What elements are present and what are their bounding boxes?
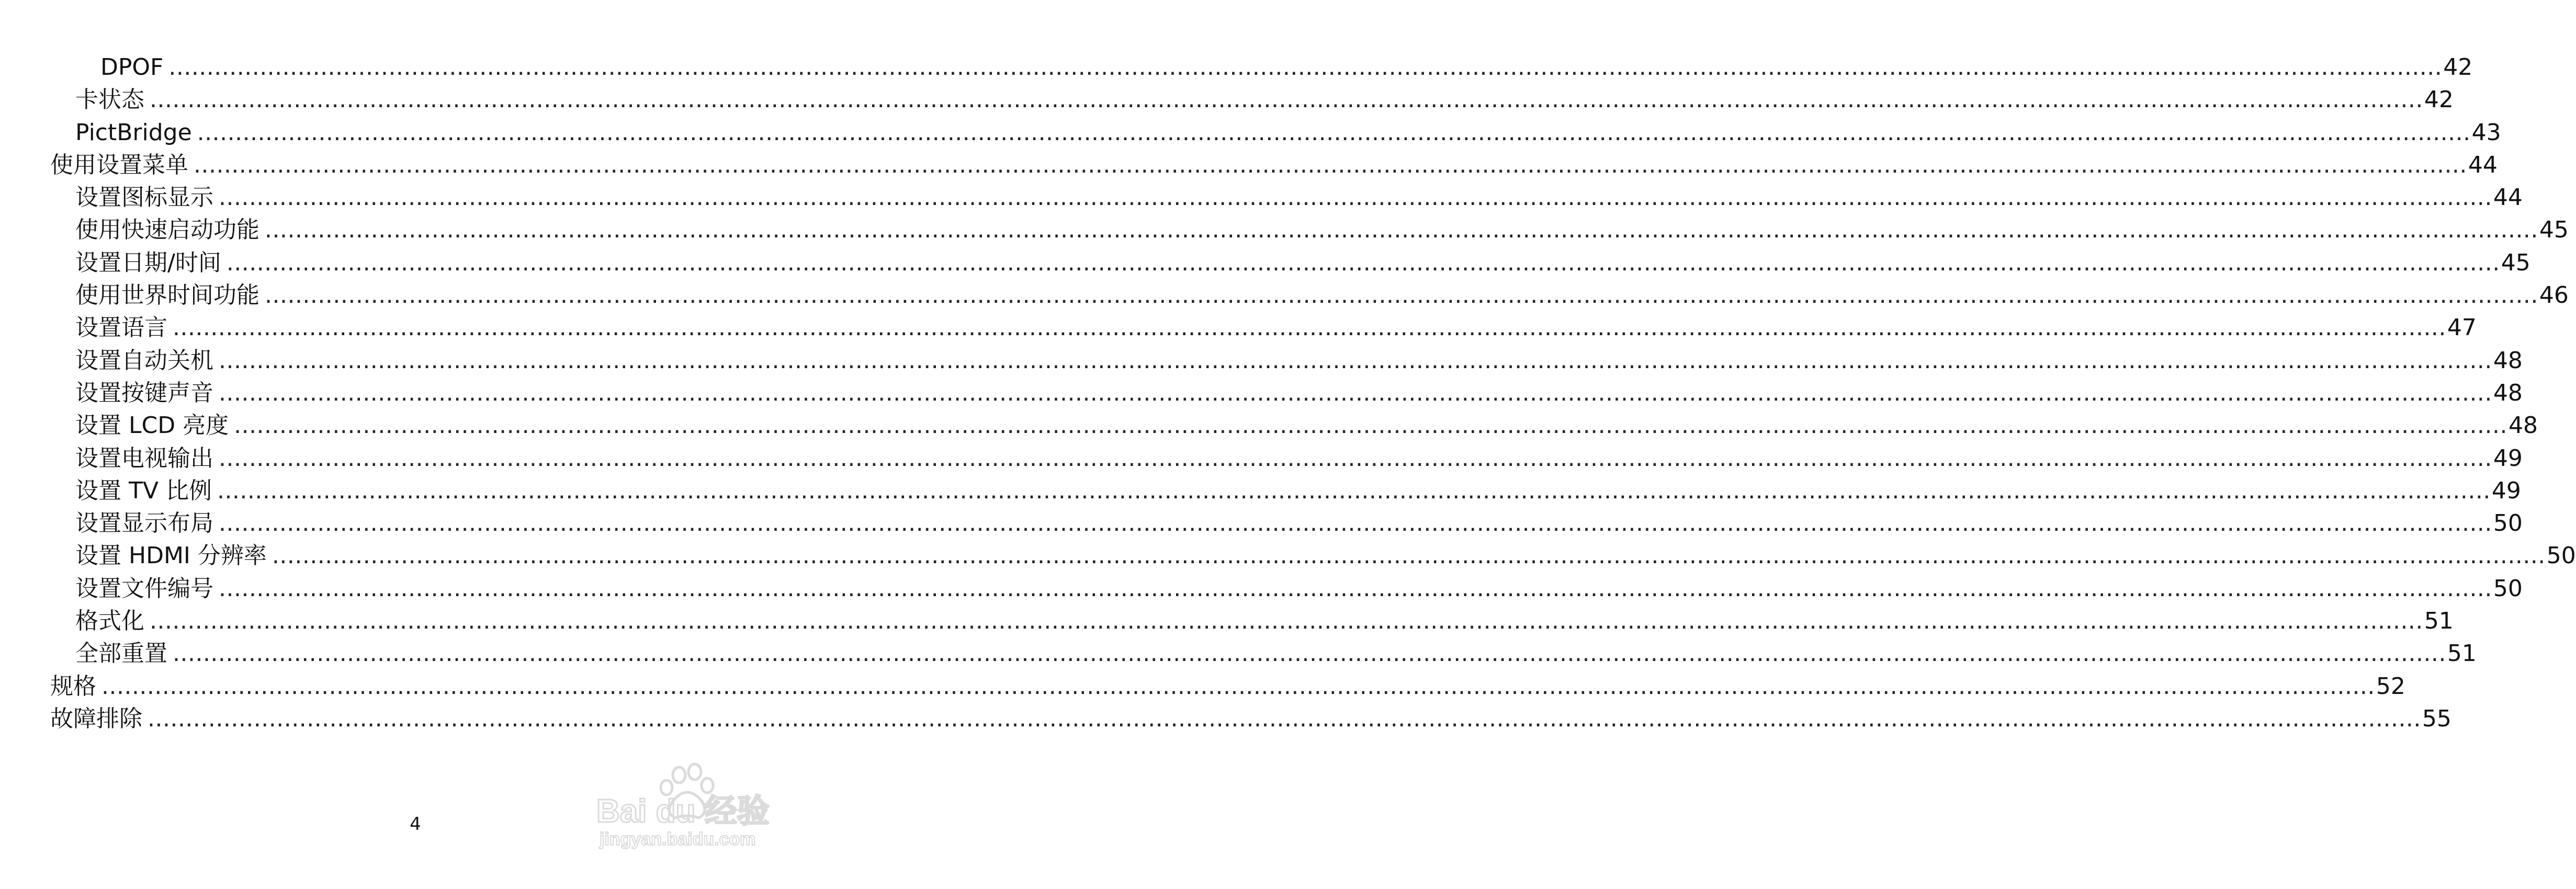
toc-dot-leader: ............................................................................................................................................................................................................................................................................................................ (217, 477, 2491, 504)
watermark-brand: Bai du 经验 (596, 793, 770, 829)
toc-entry-page: 45 (2501, 249, 2530, 276)
toc-entry[interactable] (50, 540, 2576, 572)
toc-entry-page: 44 (2493, 184, 2523, 211)
toc-entry-title: 设置 HDMI 分辨率 (75, 542, 267, 569)
toc-entry[interactable] (50, 117, 2501, 149)
toc-entry-title: DPOF (100, 54, 164, 81)
toc-entry[interactable] (50, 345, 2523, 377)
toc-entry[interactable] (50, 507, 2523, 540)
toc-dot-leader: ............................................................................................................................................................................................................................................................................................................ (150, 608, 2423, 635)
toc-entry-page: 55 (2422, 705, 2451, 732)
toc-dot-leader: ............................................................................................................................................................................................................................................................................................................ (168, 54, 2443, 81)
toc-dot-leader: ............................................................................................................................................................................................................................................................................................................ (219, 184, 2492, 211)
toc-dot-leader: ............................................................................................................................................................................................................................................................................................................ (234, 412, 2507, 439)
toc-entry-page: 49 (2491, 477, 2521, 504)
toc-entry-page: 50 (2493, 575, 2523, 602)
toc-entry-page: 45 (2539, 216, 2569, 244)
toc-entry[interactable] (50, 703, 2451, 735)
toc-entry-title: 规格 (50, 673, 96, 700)
toc-entry-page: 51 (2447, 640, 2477, 667)
toc-entry-title: 全部重置 (75, 640, 167, 667)
toc-entry-title: 使用设置菜单 (50, 151, 188, 178)
toc-entry[interactable] (50, 605, 2454, 637)
baidu-jingyan-watermark (590, 763, 778, 852)
toc-dot-leader: ............................................................................................................................................................................................................................................................................................................ (148, 705, 2421, 732)
toc-entry[interactable] (50, 670, 2405, 703)
toc-entry[interactable] (50, 409, 2538, 442)
toc-dot-leader: ............................................................................................................................................................................................................................................................................................................ (173, 640, 2446, 667)
toc-entry-page: 49 (2493, 444, 2523, 472)
toc-entry-page: 48 (2493, 379, 2523, 406)
toc-entry-title: 故障排除 (50, 705, 142, 732)
toc-entry-page: 44 (2468, 151, 2498, 178)
toc-dot-leader: ............................................................................................................................................................................................................................................................................................................ (265, 216, 2538, 244)
toc-dot-leader: ............................................................................................................................................................................................................................................................................................................ (150, 86, 2423, 113)
toc-entry-title: 格式化 (75, 608, 144, 635)
toc-entry[interactable] (50, 377, 2523, 409)
toc-dot-leader: ............................................................................................................................................................................................................................................................................................................ (197, 119, 2471, 146)
toc-entry-page: 50 (2546, 542, 2576, 569)
toc-entry-page: 51 (2424, 608, 2454, 635)
toc-entry-page: 47 (2447, 314, 2477, 341)
table-of-contents (50, 51, 2576, 735)
toc-entry[interactable] (50, 573, 2523, 605)
toc-dot-leader: ............................................................................................................................................................................................................................................................................................................ (219, 379, 2492, 406)
toc-entry-page: 52 (2376, 673, 2405, 700)
toc-entry-title: 设置 LCD 亮度 (75, 412, 229, 439)
toc-dot-leader: ............................................................................................................................................................................................................................................................................................................ (219, 444, 2492, 472)
toc-entry-page: 42 (2424, 86, 2454, 113)
toc-entry[interactable] (50, 149, 2498, 181)
toc-entry-page: 43 (2471, 119, 2501, 146)
toc-entry-title: 卡状态 (75, 86, 144, 113)
toc-entry-title: 使用快速启动功能 (75, 216, 259, 244)
watermark-url: jingyan.baidu.com (600, 829, 756, 849)
toc-dot-leader: ............................................................................................................................................................................................................................................................................................................ (194, 151, 2467, 178)
toc-entry-title: 设置图标显示 (75, 184, 213, 211)
toc-dot-leader: ............................................................................................................................................................................................................................................................................................................ (265, 282, 2538, 309)
toc-entry[interactable] (50, 247, 2530, 279)
toc-dot-leader: ............................................................................................................................................................................................................................................................................................................ (101, 673, 2375, 700)
toc-entry-title: 设置按键声音 (75, 379, 213, 406)
toc-dot-leader: ............................................................................................................................................................................................................................................................................................................ (173, 314, 2446, 341)
toc-entry-page: 46 (2539, 282, 2569, 309)
toc-entry-title: 设置文件编号 (75, 575, 213, 602)
toc-entry-title: 设置自动关机 (75, 347, 213, 374)
toc-entry[interactable] (50, 442, 2523, 475)
toc-entry-title: 使用世界时间功能 (75, 282, 259, 309)
toc-entry-page: 48 (2509, 412, 2538, 439)
toc-entry-page: 48 (2493, 347, 2523, 374)
toc-entry[interactable] (50, 51, 2473, 84)
toc-entry[interactable] (50, 312, 2477, 344)
toc-entry[interactable] (50, 279, 2569, 312)
toc-entry-title: PictBridge (75, 119, 192, 146)
toc-entry[interactable] (50, 84, 2454, 116)
toc-entry-title: 设置显示布局 (75, 510, 213, 537)
toc-dot-leader: ............................................................................................................................................................................................................................................................................................................ (226, 249, 2500, 276)
toc-dot-leader: ............................................................................................................................................................................................................................................................................................................ (272, 542, 2546, 569)
toc-entry-page: 42 (2443, 54, 2473, 81)
toc-dot-leader: ............................................................................................................................................................................................................................................................................................................ (219, 575, 2492, 602)
page-number: 4 (410, 814, 421, 835)
toc-entry[interactable] (50, 475, 2521, 507)
toc-entry-title: 设置 TV 比例 (75, 477, 212, 504)
toc-entry-page: 50 (2493, 510, 2523, 537)
toc-entry[interactable] (50, 214, 2569, 246)
toc-entry-title: 设置电视输出 (75, 444, 213, 472)
toc-dot-leader: ............................................................................................................................................................................................................................................................................................................ (219, 347, 2492, 374)
toc-dot-leader: ............................................................................................................................................................................................................................................................................................................ (219, 510, 2492, 537)
toc-entry[interactable] (50, 181, 2523, 214)
toc-entry[interactable] (50, 637, 2477, 670)
toc-entry-title: 设置语言 (75, 314, 167, 341)
toc-entry-title: 设置日期/时间 (75, 249, 221, 276)
